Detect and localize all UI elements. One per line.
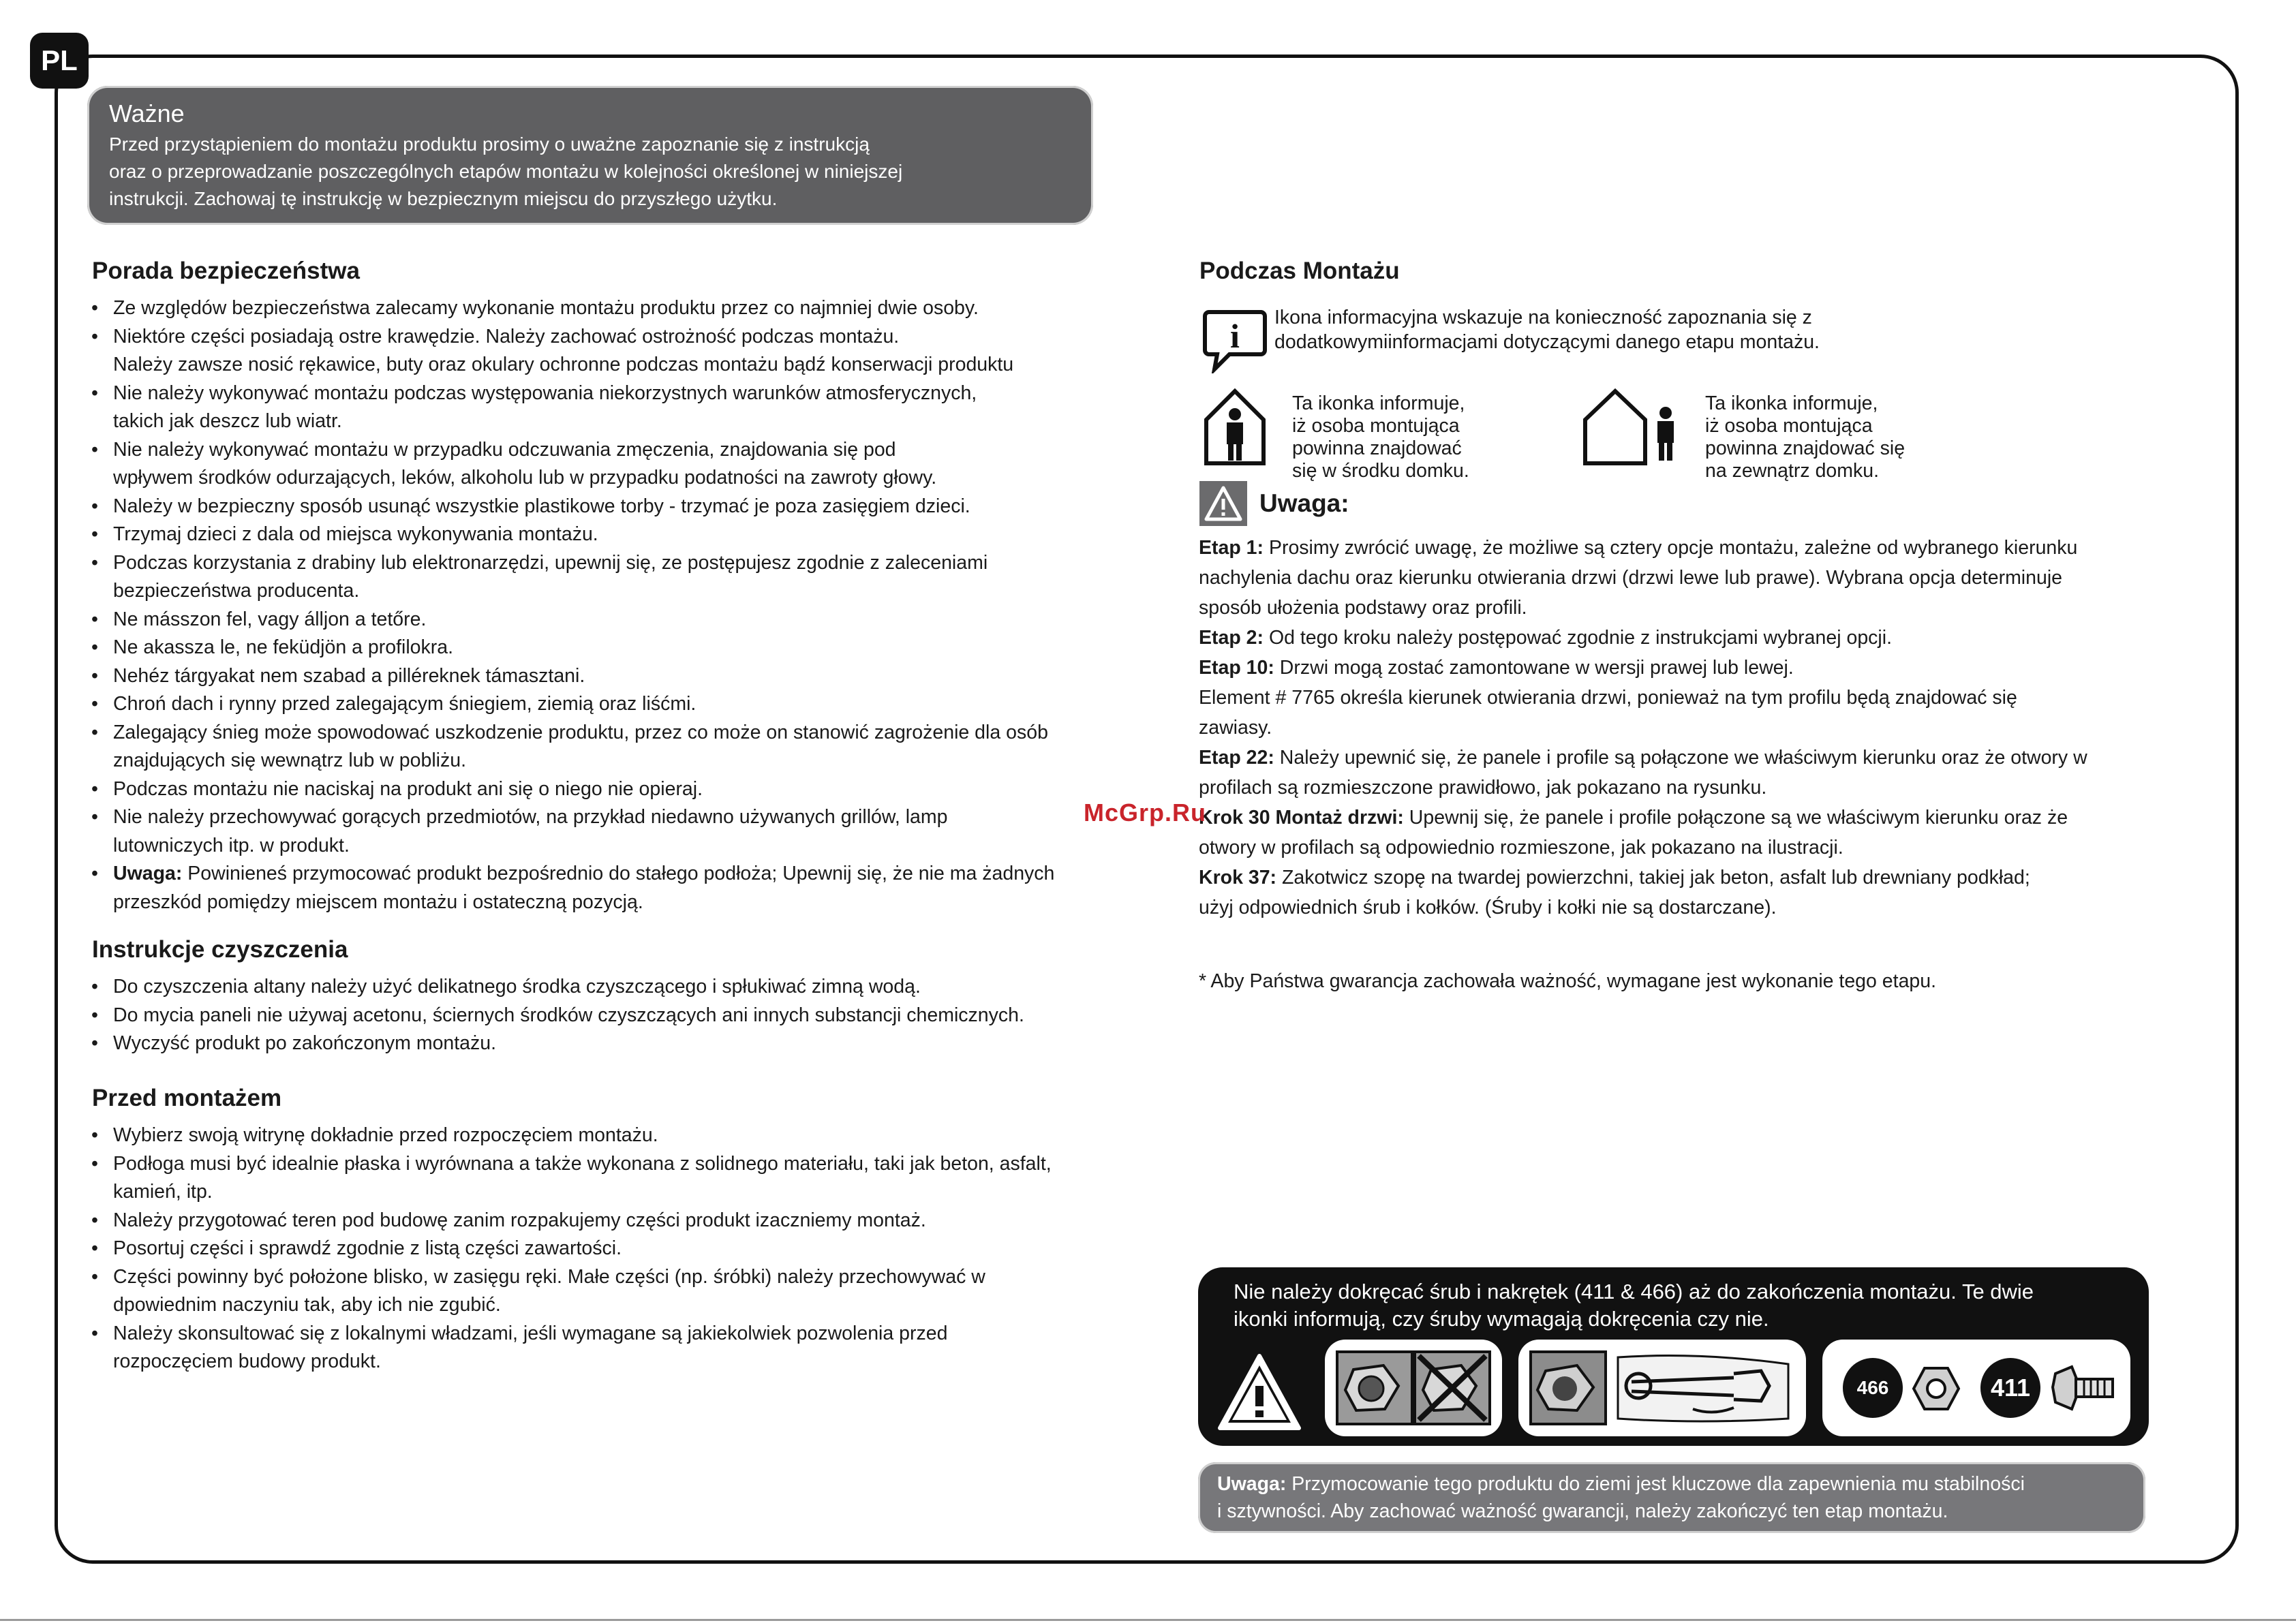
safety-title: Porada bezpieczeństwa	[92, 258, 360, 284]
step-line: sposób ułożenia podstawy oraz profili.	[1199, 597, 1527, 619]
wrench-tighten-icon	[1529, 1350, 1795, 1425]
list-item: • Wybierz swoją witrynę dokładnie przed rozpoczęciem montażu.	[91, 1122, 1114, 1150]
loose-bolt-icon	[1337, 1352, 1412, 1424]
outside-icon-description: Ta ikonka informuje, iż osoba montująca powinna znajdować się na zewnątrz domku.	[1705, 392, 1905, 482]
watermark: McGrp.Ru	[1084, 799, 1207, 826]
list-item: • Ne másszon fel, vagy álljon a tetőre.	[91, 606, 1114, 634]
step-line: zawiasy.	[1199, 717, 1272, 739]
important-title: Ważne	[109, 99, 185, 127]
step-line: użyj odpowiednich śrub i kołków. (Śruby i kołki nie są dostarczane).	[1199, 897, 1777, 918]
list-item: • Nie należy wykonywać montażu podczas występowania niekorzystnych warunków atmosferycznych, takich jak deszcz lub wiatr.	[91, 380, 1114, 436]
assembly-steps	[1199, 533, 2139, 923]
inside-icon-description: Ta ikonka informuje, iż osoba montująca powinna znajdować się w środku domku.	[1292, 392, 1469, 482]
uwaga-heading: Uwaga:	[1199, 481, 1349, 526]
step-line: Etap 10: Drzwi mogą zostać zamontowane w wersji prawej lub lewej.	[1199, 657, 1794, 679]
warning-icon	[1199, 481, 1247, 526]
list-item: • Należy w bezpieczny sposób usunąć wszystkie plastikowe torby - trzymać je poza zasięgiem dzieci.	[91, 493, 1114, 521]
list-item: • Podłoga musi być idealnie płaska i wyrównana a także wykonana z solidnego materiału, taki jak beton, asfalt, kamień, itp.	[91, 1150, 1114, 1207]
step-line: otwory w profilach są odpowiednio rozmieszone, jak pokazano na ilustracji.	[1199, 837, 1843, 859]
language-badge: PL	[30, 33, 89, 89]
wrench-tighten-box	[1518, 1340, 1806, 1436]
list-item: • Do czyszczenia altany należy użyć delikatnego środka czyszczącego i spłukiwać zimną wodą.	[91, 973, 1114, 1002]
person-outside-house-icon	[1581, 386, 1683, 466]
bolts-warning-panel	[1198, 1267, 2149, 1446]
step-line: Krok 37: Zakotwicz szopę na twardej powierzchni, takiej jak beton, asfalt lub drewniany podkład;	[1199, 867, 2030, 888]
bolt-icon	[2051, 1360, 2117, 1417]
parts-box	[1822, 1340, 2130, 1436]
list-item: • Niektóre części posiadają ostre krawędzie. Należy zachować ostrożność podczas montażu. Należy zawsze nosić rękawice, buty oraz okulary ochronne podczas montażu bądź konserwacji produktu	[91, 323, 1114, 380]
info-icon	[1202, 308, 1268, 373]
list-item: • Do mycia paneli nie używaj acetonu, ściernych środków czyszczących ani innych substancji chemicznych.	[91, 1002, 1114, 1030]
step-line: Etap 2: Od tego kroku należy postępować zgodnie z instrukcjami wybranej opcji.	[1199, 627, 1892, 649]
list-item: • Części powinny być położone blisko, w zasięgu ręki. Małe części (np. śróbki) należy przechowywać w dpowiednim naczyniu tak, aby ich nie zgubić.	[91, 1263, 1114, 1320]
important-box	[87, 86, 1093, 225]
step-line: Krok 30 Montaż drzwi: Upewnij się, że panele i profile połączone są we właściwym kierunku oraz że	[1199, 807, 2068, 829]
list-item: • Podczas montażu nie naciskaj na produkt ani się o niego nie opieraj.	[91, 775, 1114, 804]
bolt-number-badge: 411	[1980, 1358, 2040, 1418]
info-icon-description: Ikona informacyjna wskazuje na konieczność zapoznania się z dodatkowymiinformacjami dotyczącymi danego etapu montażu.	[1274, 307, 1820, 353]
person-inside-house-icon	[1202, 386, 1268, 466]
ground-anchor-note: Uwaga: Przymocowanie tego produktu do ziemi jest kluczowe dla zapewnienia mu stabilności i sztywności. Aby zachować ważność gwarancji, należy zakończyć ten etap montażu.	[1198, 1462, 2145, 1533]
step-line: nachylenia dachu oraz kierunku otwierania drzwi (drzwi lewe lub prawe). Wybrana opcja determinuje	[1199, 567, 2063, 589]
step-line: Element # 7765 określa kierunek otwierania drzwi, ponieważ na tym profilu będą znajdować się	[1199, 687, 2017, 709]
important-text: Przed przystąpieniem do montażu produktu prosimy o uważne zapoznanie się z instrukcją oraz o przeprowadzanie poszczególnych etapów montażu w kolejności określonej w niniejszej instrukcji. Zachowaj tę instrukcję w bezpiecznym miejscu do przyszłego użytku.	[109, 134, 903, 209]
list-item: • Nehéz tárgyakat nem szabad a pilléreknek támasztani.	[91, 662, 1114, 691]
step-line: Etap 1: Prosimy zwrócić uwagę, że możliwe są cztery opcje montażu, zależne od wybranego kierunku	[1199, 537, 2078, 559]
step-line: profilach są rozmieszczone prawidłowo, jak pokazano na rysunku.	[1199, 777, 1767, 799]
list-item: • Zalegający śnieg może spowodować uszkodzenie produktu, przez co może on stanowić zagrożenie dla osób znajdujących się wewnątrz lub w pobliżu.	[91, 719, 1114, 775]
during-title: Podczas Montażu	[1199, 258, 1400, 284]
warning-icon	[1216, 1350, 1303, 1434]
step-line: Etap 22: Należy upewnić się, że panele i profile są połączone we właściwym kierunku oraz że otwory w	[1199, 747, 2087, 769]
bolts-warning-text: Nie należy dokręcać śrub i nakrętek (411 & 466) aż do zakończenia montażu. Te dwie ikonki informują, czy śruby wymagają dokręcenia czy nie.	[1234, 1280, 2034, 1331]
list-item: • Chroń dach i rynny przed zalegającym śniegiem, ziemią oraz liśćmi.	[91, 690, 1114, 719]
before-title: Przed montażem	[92, 1085, 282, 1111]
svg-text:i: i	[1230, 317, 1240, 355]
nut-number-badge: 466	[1843, 1358, 1903, 1418]
list-item: • Należy skonsultować się z lokalnymi władzami, jeśli wymagane są jakiekolwiek pozwolenia przed rozpoczęciem budowy produkt.	[91, 1320, 1114, 1376]
nut-icon	[1911, 1364, 1961, 1413]
bottom-rule	[0, 1619, 2296, 1621]
list-item: • Nie należy przechowywać gorących przedmiotów, na przykład niedawno używanych grillów, lamp lutowniczych itp. w produkt.	[91, 803, 1114, 860]
list-item: • Należy przygotować teren pod budowę zanim rozpakujemy części produkt izaczniemy montaż.	[91, 1207, 1114, 1235]
warranty-note: * Aby Państwa gwarancja zachowała ważność, wymagane jest wykonanie tego etapu.	[1199, 970, 1937, 992]
loose-bolt-box	[1325, 1340, 1502, 1436]
list-item: • Wyczyść produkt po zakończonym montażu.	[91, 1030, 1114, 1058]
crossed-bolt-icon	[1415, 1352, 1490, 1424]
cleaning-title: Instrukcje czyszczenia	[92, 936, 348, 963]
list-item: • Ze względów bezpieczeństwa zalecamy wykonanie montażu produktu przez co najmniej dwie osoby.	[91, 294, 1114, 323]
list-item: • Ne akassza le, ne feküdjön a profilokra.	[91, 634, 1114, 662]
list-item: • Trzymaj dzieci z dala od miejsca wykonywania montażu.	[91, 521, 1114, 549]
safety-list	[91, 294, 1114, 916]
list-item: • Posortuj części i sprawdź zgodnie z listą części zawartości.	[91, 1235, 1114, 1263]
list-item: • Nie należy wykonywać montażu w przypadku odczuwania zmęczenia, znajdowania się pod wpływem środków odurzających, leków, alkoholu lub w przypadku podatności na zawroty głowy.	[91, 436, 1114, 493]
cleaning-list	[91, 973, 1114, 1058]
list-item: • Podczas korzystania z drabiny lub elektronarzędzi, upewnij się, ze postępujesz zgodnie z zaleceniami bezpieczeństwa producenta.	[91, 549, 1114, 606]
list-item: • Uwaga: Powinieneś przymocować produkt bezpośrednio do stałego podłoża; Upewnij się, że nie ma żadnych przeszkód pomiędzy miejscem montażu i ostateczną pozycją.	[91, 860, 1114, 916]
before-list	[91, 1122, 1114, 1376]
